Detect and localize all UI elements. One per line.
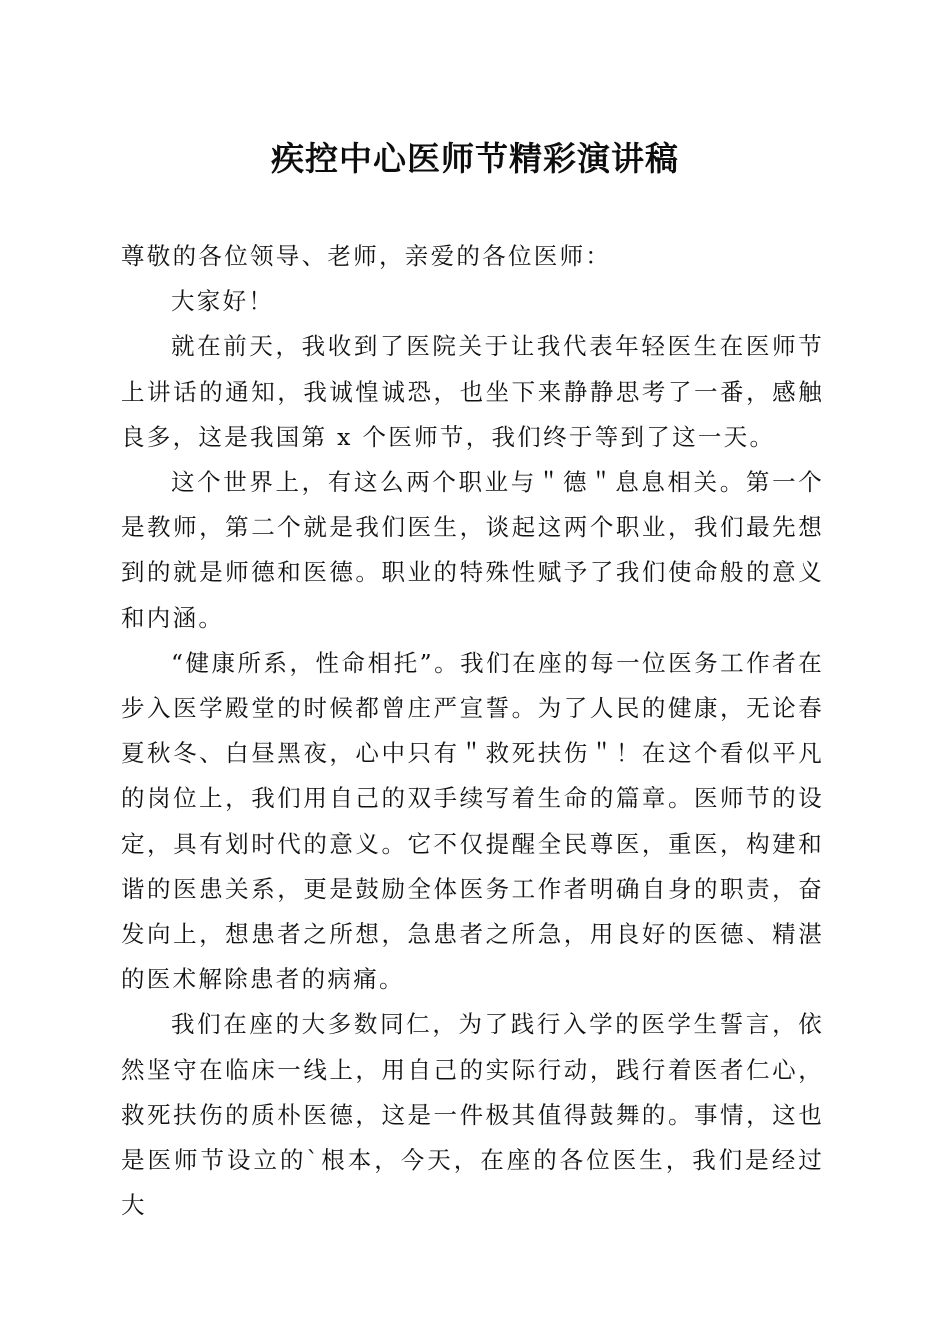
- document-body: [121, 234, 824, 1228]
- document-title: 疾控中心医师节精彩演讲稿: [271, 139, 679, 178]
- paragraph: 我们在座的大多数同仁，为了践行入学的医学生誓言，依然坚守在临床一线上，用自己的实际行动，践行着医者仁心，救死扶伤的质朴医德，这是一件极其值得鼓舞的。事情，这也是医师节设立的`根本，今天，在座的各位医生，我们是经过大: [121, 1010, 824, 1220]
- paragraph: 就在前天，我收到了医院关于让我代表年轻医生在医师节上讲话的通知，我诚惶诚恐，也坐下来静静思考了一番，感触良多，这是我国第 x 个医师节，我们终于等到了这一天。: [121, 332, 824, 451]
- paragraph: 这个世界上，有这么两个职业与＂德＂息息相关。第一个是教师，第二个就是我们医生，谈起这两个职业，我们最先想到的就是师德和医德。职业的特殊性赋予了我们使命般的意义和内涵。: [121, 468, 824, 632]
- paragraph-greeting: 大家好！: [171, 287, 275, 316]
- paragraph: “健康所系，性命相托”。我们在座的每一位医务工作者在步入医学殿堂的时候都曾庄严宣誓。为了人民的健康，无论春夏秋冬、白昼黑夜，心中只有＂救死扶伤＂！在这个看似平凡的岗位上，我们用自己的双手续写着生命的篇章。医师节的设定，具有划时代的意义。它不仅提醒全民尊医，重医，构建和谐的医患关系，更是鼓励全体医务工作者明确自身的职责，奋发向上，想患者之所想，急患者之所急，用良好的医德、精湛的医术解除患者的病痛。: [121, 648, 824, 994]
- salutation: 尊敬的各位领导、老师，亲爱的各位医师：: [121, 242, 612, 270]
